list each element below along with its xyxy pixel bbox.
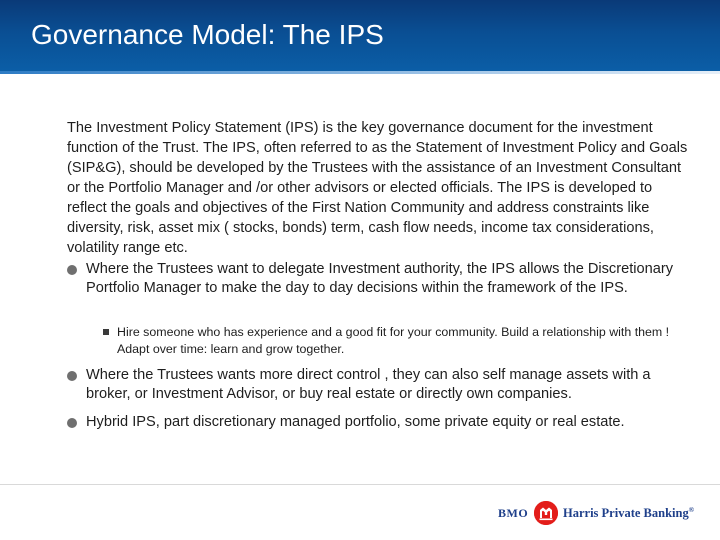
bullet-text: Hybrid IPS, part discretionary managed portfolio, some private equity or real estate. <box>86 414 625 430</box>
logo-harris-text: Harris Private Banking® <box>563 506 694 521</box>
title-bar <box>0 0 720 74</box>
square-bullet-icon <box>103 329 109 335</box>
bullet-dot-icon <box>67 265 77 275</box>
bullet-dot-icon <box>67 418 77 428</box>
bullet-text: Where the Trustees wants more direct control , they can also self manage assets with a broker, or Investment Advisor, or buy real estate or directly own companies. <box>86 367 651 402</box>
sub-bullet-text: Hire someone who has experience and a good fit for your community. Build a relationship with them ! Adapt over time: learn and grow together. <box>117 325 670 356</box>
bullet-dot-icon <box>67 371 77 381</box>
slide-title: Governance Model: The IPS <box>31 19 384 50</box>
bullet-text: Where the Trustees want to delegate Investment authority, the IPS allows the Discretionary Portfolio Manager to make the day to day decisions within the framework of the IPS. <box>86 261 674 296</box>
bmo-roundel-icon <box>534 501 558 525</box>
footer-divider <box>0 484 720 485</box>
intro-paragraph: The Investment Policy Statement (IPS) is the key governance document for the investment function of the Trust. The IPS, often referred to as the Statement of Investment Policy and Goals (SIP&G), should be developed by the Trustees with the assistance of an Investment Consultant or the Portfolio Manager and /or other advisors or elected officials. The IPS is developed to reflect the goals and objectives of the First Nation Community and address constraints like diversity, risk, asset mix ( stocks, bonds) term, cash flow needs, income tax considerations, volatility range etc. <box>67 120 688 256</box>
title-accent-line <box>0 71 720 74</box>
registered-mark: ® <box>688 506 694 514</box>
logo-bmo-text: BMO <box>498 506 529 520</box>
bmo-harris-logo <box>498 500 708 526</box>
